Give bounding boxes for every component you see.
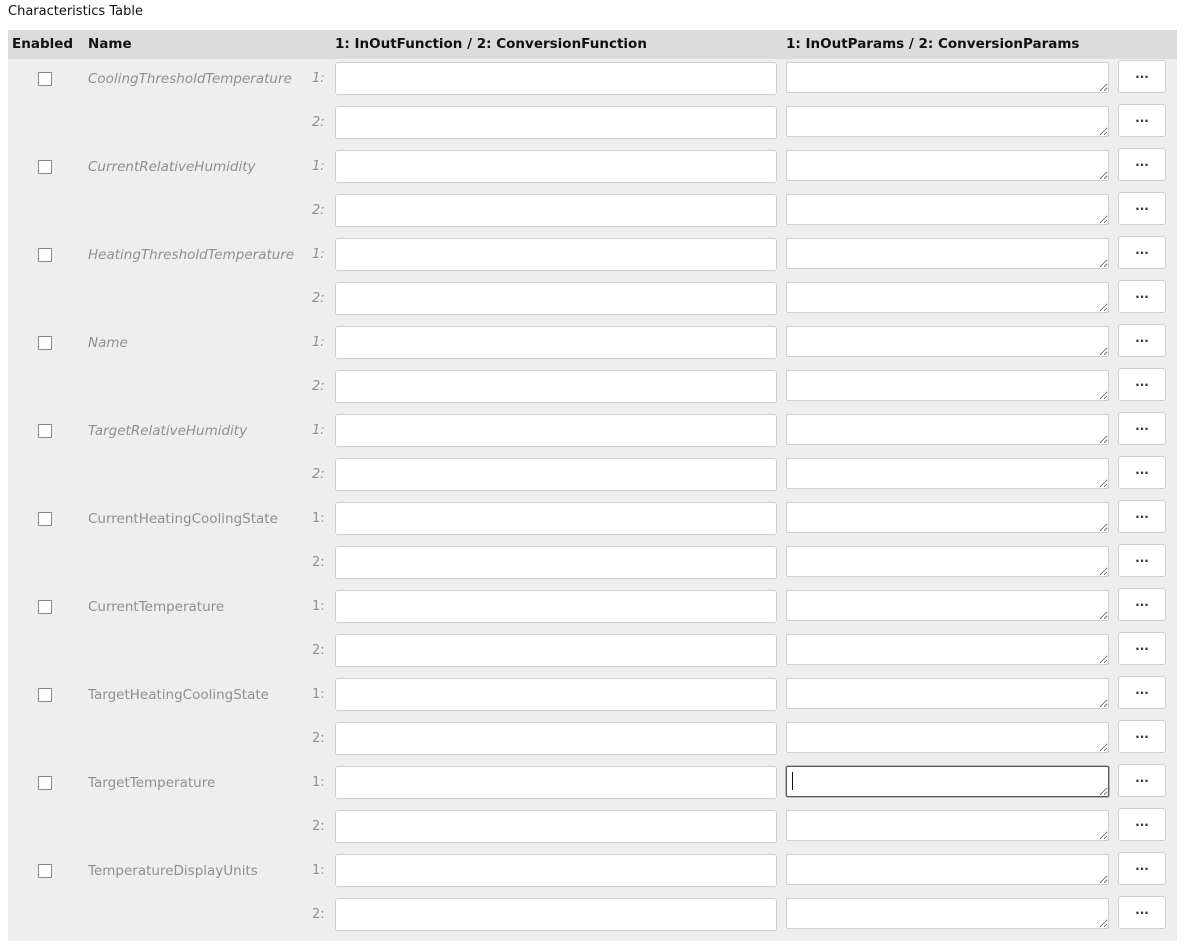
conversion-params-textarea[interactable] — [786, 546, 1109, 577]
inout-params-textarea[interactable] — [786, 766, 1109, 797]
inout-params-textarea[interactable] — [786, 414, 1109, 445]
enabled-checkbox[interactable] — [38, 776, 52, 790]
inout-params-textarea[interactable] — [786, 326, 1109, 357]
characteristic-name: TemperatureDisplayUnits — [88, 863, 258, 879]
inout-function-input[interactable] — [335, 414, 777, 447]
row-label: 2: — [312, 907, 325, 922]
table-row — [8, 543, 1177, 587]
inout-params-textarea[interactable] — [786, 150, 1109, 181]
more-options-button[interactable]: ··· — [1118, 764, 1166, 797]
enabled-checkbox[interactable] — [38, 72, 52, 86]
text-caret — [792, 772, 793, 790]
more-options-button[interactable]: ··· — [1118, 148, 1166, 181]
row-label: 1: — [312, 71, 325, 86]
characteristic-group — [8, 675, 1177, 763]
table-row — [8, 807, 1177, 851]
enabled-checkbox[interactable] — [38, 864, 52, 878]
row-label: 1: — [312, 511, 325, 526]
table-row — [8, 191, 1177, 235]
inout-params-textarea[interactable] — [786, 590, 1109, 621]
inout-function-input[interactable] — [335, 150, 777, 183]
table-row — [8, 59, 1177, 103]
conversion-params-textarea[interactable] — [786, 370, 1109, 401]
conversion-function-input[interactable] — [335, 370, 777, 403]
row-label: 1: — [312, 863, 325, 878]
more-options-button[interactable]: ··· — [1118, 852, 1166, 885]
characteristic-group — [8, 147, 1177, 235]
enabled-checkbox[interactable] — [38, 688, 52, 702]
row-label: 2: — [312, 643, 325, 658]
table-row — [8, 719, 1177, 763]
characteristic-name: CurrentRelativeHumidity — [88, 159, 256, 175]
row-label: 2: — [312, 291, 325, 306]
conversion-function-input[interactable] — [335, 458, 777, 491]
row-label: 2: — [312, 379, 325, 394]
row-label: 1: — [312, 687, 325, 702]
characteristic-group — [8, 587, 1177, 675]
row-label: 1: — [312, 775, 325, 790]
table-row — [8, 411, 1177, 455]
conversion-function-input[interactable] — [335, 634, 777, 667]
conversion-function-input[interactable] — [335, 810, 777, 843]
row-label: 1: — [312, 247, 325, 262]
conversion-params-textarea[interactable] — [786, 282, 1109, 313]
conversion-params-textarea[interactable] — [786, 898, 1109, 929]
row-label: 1: — [312, 599, 325, 614]
conversion-params-textarea[interactable] — [786, 194, 1109, 225]
more-options-button[interactable]: ··· — [1118, 104, 1166, 137]
conversion-function-input[interactable] — [335, 722, 777, 755]
table-body — [8, 59, 1177, 941]
table-row — [8, 455, 1177, 499]
conversion-params-textarea[interactable] — [786, 722, 1109, 753]
inout-function-input[interactable] — [335, 502, 777, 535]
more-options-button[interactable]: ··· — [1118, 896, 1166, 929]
table-row — [8, 675, 1177, 719]
conversion-function-input[interactable] — [335, 282, 777, 315]
characteristic-group — [8, 323, 1177, 411]
characteristics-table — [8, 30, 1177, 941]
table-row — [8, 631, 1177, 675]
conversion-params-textarea[interactable] — [786, 458, 1109, 489]
more-options-button[interactable]: ··· — [1118, 60, 1166, 93]
more-options-button[interactable]: ··· — [1118, 192, 1166, 225]
characteristic-name: Name — [88, 335, 128, 351]
row-label: 2: — [312, 555, 325, 570]
conversion-params-textarea[interactable] — [786, 810, 1109, 841]
more-options-button[interactable]: ··· — [1118, 676, 1166, 709]
inout-params-textarea[interactable] — [786, 854, 1109, 885]
conversion-function-input[interactable] — [335, 546, 777, 579]
characteristic-name: TargetRelativeHumidity — [88, 423, 248, 439]
more-options-button[interactable]: ··· — [1118, 588, 1166, 621]
enabled-checkbox[interactable] — [38, 424, 52, 438]
table-row — [8, 147, 1177, 191]
characteristic-name: TargetTemperature — [88, 775, 216, 791]
more-options-button[interactable]: ··· — [1118, 456, 1166, 489]
more-options-button[interactable]: ··· — [1118, 720, 1166, 753]
more-options-button[interactable]: ··· — [1118, 280, 1166, 313]
inout-function-input[interactable] — [335, 62, 777, 95]
inout-function-input[interactable] — [335, 678, 777, 711]
inout-function-input[interactable] — [335, 238, 777, 271]
characteristic-group — [8, 851, 1177, 939]
table-row — [8, 323, 1177, 367]
inout-params-textarea[interactable] — [786, 62, 1109, 93]
inout-params-textarea[interactable] — [786, 678, 1109, 709]
characteristic-name: CurrentHeatingCoolingState — [88, 511, 278, 527]
row-label: 2: — [312, 203, 325, 218]
more-options-button[interactable]: ··· — [1118, 544, 1166, 577]
row-label: 2: — [312, 115, 325, 130]
row-label: 2: — [312, 819, 325, 834]
conversion-params-textarea[interactable] — [786, 106, 1109, 137]
inout-params-textarea[interactable] — [786, 238, 1109, 269]
enabled-checkbox[interactable] — [38, 336, 52, 350]
table-row — [8, 587, 1177, 631]
table-caption: Characteristics Table — [8, 4, 143, 19]
row-label: 1: — [312, 335, 325, 350]
header-function: 1: InOutFunction / 2: ConversionFunction — [335, 36, 647, 52]
enabled-checkbox[interactable] — [38, 512, 52, 526]
header-name: Name — [88, 36, 132, 52]
conversion-function-input[interactable] — [335, 106, 777, 139]
conversion-function-input[interactable] — [335, 194, 777, 227]
more-options-button[interactable]: ··· — [1118, 808, 1166, 841]
table-row — [8, 235, 1177, 279]
conversion-params-textarea[interactable] — [786, 634, 1109, 665]
row-label: 1: — [312, 159, 325, 174]
table-header — [8, 30, 1177, 59]
enabled-checkbox[interactable] — [38, 600, 52, 614]
enabled-checkbox[interactable] — [38, 248, 52, 262]
table-row — [8, 851, 1177, 895]
characteristic-group — [8, 411, 1177, 499]
inout-params-textarea[interactable] — [786, 502, 1109, 533]
header-enabled: Enabled — [12, 36, 74, 52]
more-options-button[interactable]: ··· — [1118, 500, 1166, 533]
table-row — [8, 763, 1177, 807]
characteristic-name: CoolingThresholdTemperature — [88, 71, 292, 87]
row-label: 2: — [312, 467, 325, 482]
table-row — [8, 103, 1177, 147]
more-options-button[interactable]: ··· — [1118, 236, 1166, 269]
enabled-checkbox[interactable] — [38, 160, 52, 174]
table-row — [8, 279, 1177, 323]
row-label: 1: — [312, 423, 325, 438]
characteristic-group — [8, 763, 1177, 851]
inout-function-input[interactable] — [335, 854, 777, 887]
inout-function-input[interactable] — [335, 590, 777, 623]
more-options-button[interactable]: ··· — [1118, 412, 1166, 445]
characteristic-name: HeatingThresholdTemperature — [88, 247, 295, 263]
more-options-button[interactable]: ··· — [1118, 324, 1166, 357]
more-options-button[interactable]: ··· — [1118, 632, 1166, 665]
characteristic-name: TargetHeatingCoolingState — [88, 687, 269, 703]
table-row — [8, 367, 1177, 411]
characteristic-name: CurrentTemperature — [88, 599, 225, 615]
conversion-function-input[interactable] — [335, 898, 777, 931]
inout-function-input[interactable] — [335, 326, 777, 359]
table-row — [8, 499, 1177, 543]
header-params: 1: InOutParams / 2: ConversionParams — [786, 36, 1080, 52]
inout-function-input[interactable] — [335, 766, 777, 799]
characteristic-group — [8, 499, 1177, 587]
row-label: 2: — [312, 731, 325, 746]
more-options-button[interactable]: ··· — [1118, 368, 1166, 401]
characteristic-group — [8, 235, 1177, 323]
table-row — [8, 895, 1177, 939]
characteristic-group — [8, 59, 1177, 147]
